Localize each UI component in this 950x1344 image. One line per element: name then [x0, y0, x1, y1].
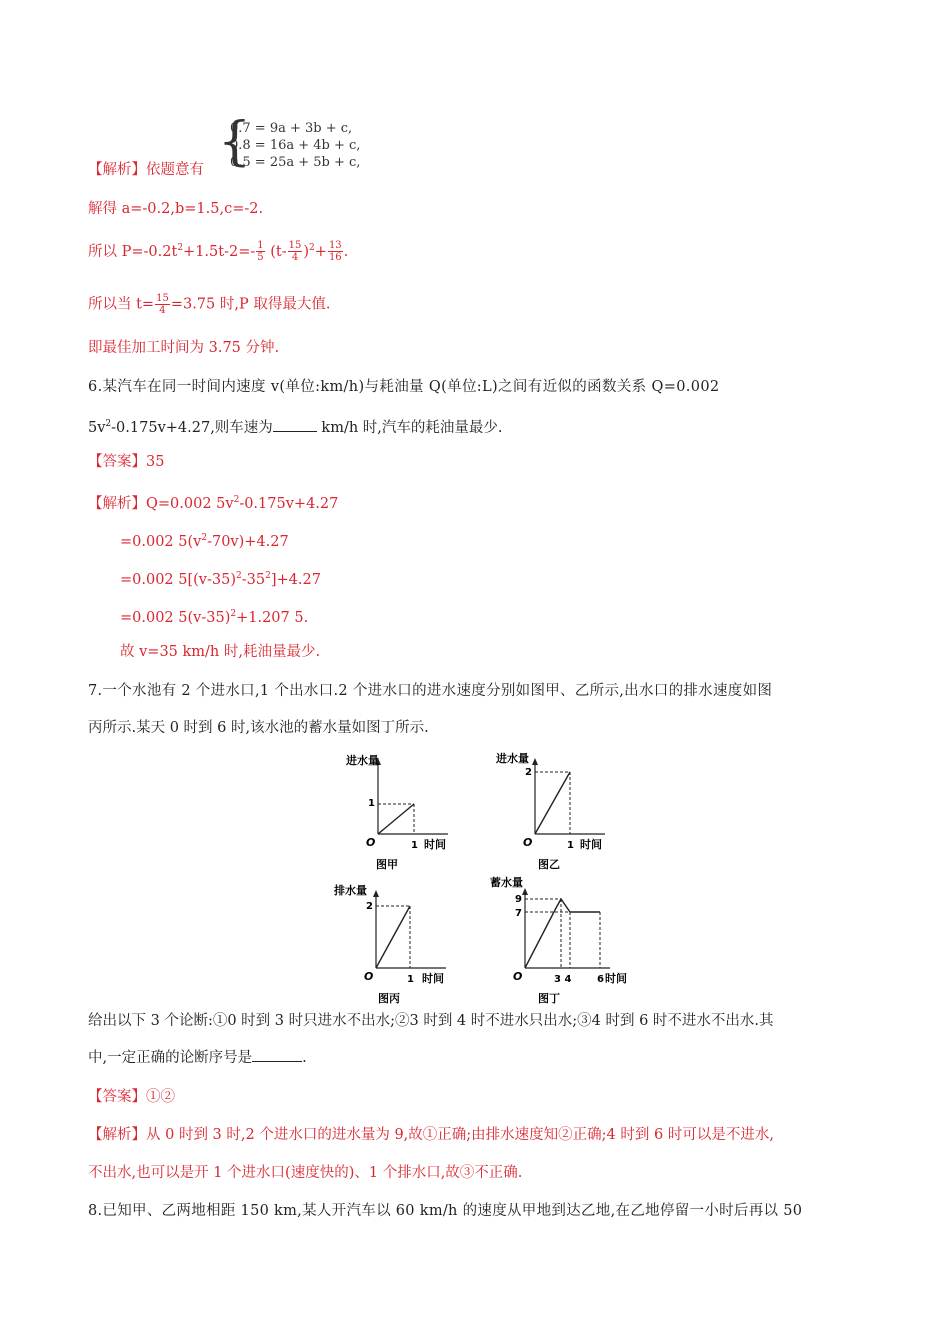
bing-ytick: 2 — [366, 901, 373, 912]
best-time-line: 即最佳加工时间为 3.75 分钟. — [88, 340, 280, 356]
ding-ylabel: 蓄水量 — [490, 876, 523, 889]
p-text-d: ) — [303, 243, 310, 260]
yi-ytick: 2 — [525, 767, 532, 778]
fraction-1-5: $\frac{1}{5}$ — [257, 240, 264, 264]
q6-line-2: $5v^2-0.175v+4.27$,则车速为 km/h 时,汽车的耗油量最少. — [88, 419, 503, 436]
q6-line-1: 6.某汽车在同一时间内速度 v(单位:km/h)与耗油量 Q(单位:L)之间有近似的函数关系 Q=0.002 — [88, 379, 720, 395]
jia-origin: O — [366, 836, 376, 849]
q7-line-1: 7.一个水池有 2 个进水口,1 个出水口.2 个进水口的进水速度分别如图甲、乙所示,出水口的排水速度如图 — [88, 683, 773, 699]
q6-answer-blank — [273, 431, 317, 432]
max-line — [88, 293, 330, 316]
brace: { — [218, 112, 252, 172]
eq-line-3: 0.5 = 25a + 5b + c, — [230, 155, 361, 170]
q6-solution-4: =0.002 $5(v-35)^2+1.207$ 5. — [120, 609, 309, 626]
bing-xtick: 1 — [407, 974, 414, 985]
sup-2: 2 — [177, 243, 184, 253]
fraction-15-4: $\frac{15}{4}$ — [288, 240, 302, 264]
ding-xtick-6: 6 — [597, 974, 604, 985]
bing-xlabel: 时间 — [422, 972, 444, 985]
sup-2b: 2 — [309, 243, 315, 253]
ding-ytick-7: 7 — [515, 908, 522, 919]
q6-answer: 【答案】35 — [88, 454, 165, 470]
p-text-c: (t- — [270, 243, 287, 260]
jia-caption: 图甲 — [376, 858, 398, 871]
fraction-15-4-b: $\frac{15}{4}$ — [156, 293, 169, 316]
p-text-e: + — [314, 243, 327, 260]
bing-origin: O — [364, 970, 374, 983]
when-text-b: =3.75 时,P 取得最大值. — [170, 296, 331, 313]
fraction-13-16: $\frac{13}{16}$ — [328, 240, 342, 264]
ding-ytick-9: 9 — [515, 894, 522, 905]
yi-ylabel: 进水量 — [496, 752, 529, 765]
eq-line-1: 0.7 = 9a + 3b + c, — [230, 121, 353, 136]
figure-bing — [334, 883, 446, 1005]
q7-claims-2: 中,一定正确的论断序号是 . — [88, 1050, 307, 1066]
bing-ylabel: 排水量 — [334, 884, 367, 897]
figure-yi — [495, 751, 605, 871]
yi-xlabel: 时间 — [580, 838, 602, 851]
q7-solution-2: 不出水,也可以是开 1 个进水口(速度快的)、1 个排水口,故③不正确. — [88, 1165, 523, 1181]
ding-xtick-34: 3 4 — [554, 974, 572, 985]
q7-figures — [330, 748, 630, 1008]
yi-origin: O — [523, 836, 533, 849]
q7-answer-blank — [252, 1061, 302, 1062]
q6-solution-2: =0.002 $5(v^2-70v)+4.27$ — [120, 533, 289, 550]
ding-xlabel: 时间 — [605, 972, 627, 985]
q7-answer: 【答案】①② — [88, 1089, 175, 1105]
bing-caption: 图丙 — [378, 992, 400, 1005]
p-expression — [88, 238, 348, 263]
analysis-intro: 【解析】依题意有 — [88, 162, 204, 178]
ding-origin: O — [513, 970, 523, 983]
ding-caption: 图丁 — [538, 992, 560, 1005]
jia-xlabel: 时间 — [424, 838, 446, 851]
q6-solution-5: 故 v=35 km/h 时,耗油量最少. — [120, 644, 321, 660]
jia-ylabel: 进水量 — [346, 754, 379, 767]
p-text-f: . — [343, 243, 349, 260]
eq-line-2: 0.8 = 16a + 4b + c, — [230, 138, 361, 153]
q8-line-1: 8.已知甲、乙两地相距 150 km,某人开汽车以 60 km/h 的速度从甲地到达乙地,在乙地停留一小时后再以 50 — [88, 1203, 803, 1219]
q6-solution-1: 【解析】Q=0.002 $5v^2-0.175v+4.27$ — [88, 495, 339, 512]
yi-caption: 图乙 — [538, 858, 560, 871]
jia-ytick: 1 — [368, 798, 375, 809]
q7-claims-1: 给出以下 3 个论断:①0 时到 3 时只进水不出水;②3 时到 4 时不进水只出水;③4 时到 6 时不进水不出水.其 — [88, 1013, 774, 1029]
figure-ding — [490, 875, 627, 1005]
p-text-b: +1.5t-2=- — [183, 243, 256, 260]
figure-jia — [345, 753, 448, 871]
q7-line-2: 丙所示.某天 0 时到 6 时,该水池的蓄水量如图丁所示. — [88, 720, 429, 736]
p-text-a: 所以 P=-0.2t — [88, 243, 178, 260]
q7-solution-1: 【解析】从 0 时到 3 时,2 个进水口的进水量为 9,故①正确;由排水速度知②正确;4 时到 6 时可以是不进水, — [88, 1127, 774, 1143]
when-text-a: 所以当 t= — [88, 296, 155, 313]
q6-solution-3: =0.002 $5[(v-35)^2-35^2]+4.27$ — [120, 571, 321, 588]
jia-xtick: 1 — [411, 840, 418, 851]
solve-line: 解得 a=-0.2,b=1.5,c=-2. — [88, 201, 264, 217]
yi-xtick: 1 — [567, 840, 574, 851]
equation-system — [218, 112, 388, 174]
